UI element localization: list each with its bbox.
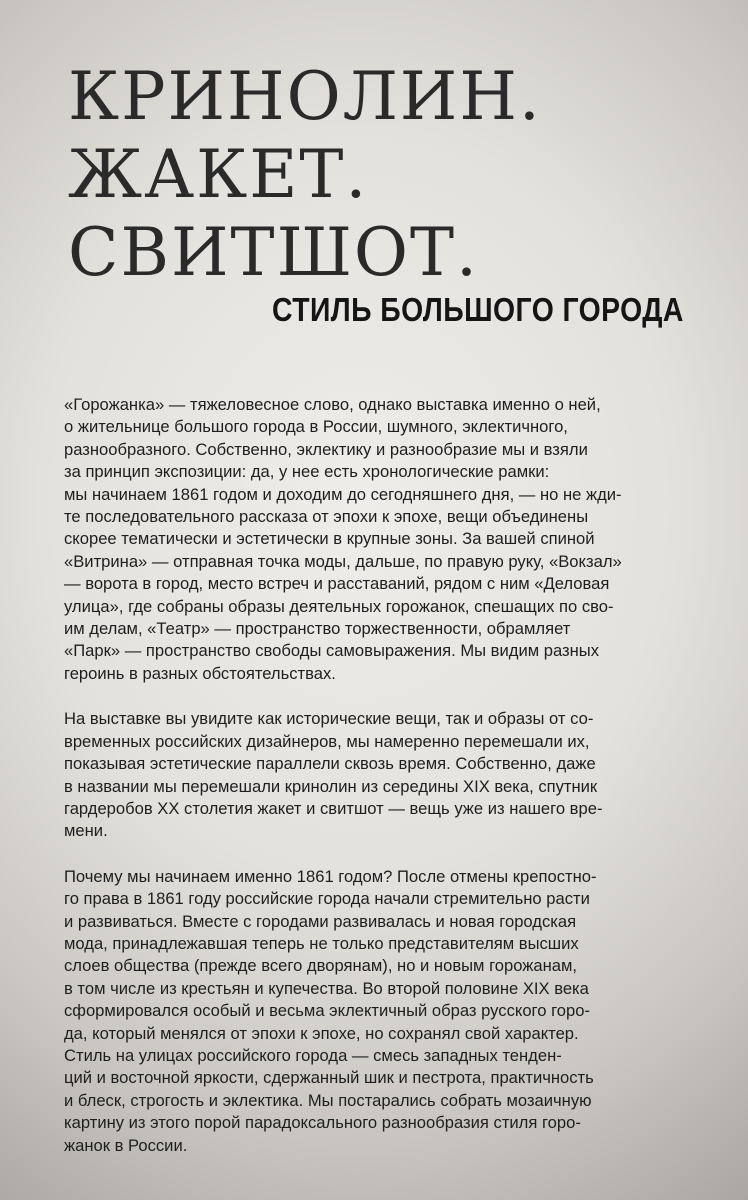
text-line: ций и восточной яркости, сдержанный шик и пестрота, практичность: [64, 1068, 594, 1088]
text-line: да, который менялся от эпохи к эпохе, но сохранял свой характер.: [64, 1023, 579, 1043]
title-line: СВИТШОТ.: [68, 214, 480, 291]
text-line: героинь в разных обстоятельствах.: [64, 663, 336, 683]
text-line: за принцип экспозиции: да, у нее есть хронологические рамки:: [64, 462, 550, 482]
text-line: временных российских дизайнеров, мы намеренно перемешали их,: [64, 731, 590, 751]
text-line: сформировался особый и весьма эклектичный образ русского горо-: [64, 1001, 590, 1021]
text-line: мы начинаем 1861 годом и доходим до сегодняшнего дня, — но не жди-: [64, 484, 622, 504]
text-line: разнообразного. Собственно, эклектику и разнообразие мы и взяли: [64, 439, 588, 459]
text-line: го права в 1861 году российские города начали стремительно расти: [64, 889, 590, 909]
panel-body-text: [64, 394, 700, 1180]
text-line: те последовательного рассказа от эпохи к эпохе, вещи объединены: [64, 507, 589, 527]
text-line: о жительнице большого города в России, шумного, эклектичного,: [64, 417, 568, 437]
title-line: КРИНОЛИН.: [68, 58, 542, 135]
text-line: мода, принадлежавшая теперь не только представителям высших: [64, 933, 579, 953]
text-line: гардеробов XX столетия жакет и свитшот — вещь уже из нашего вре-: [64, 798, 603, 818]
title-line: ЖАКЕТ.: [68, 136, 369, 213]
text-line: «Горожанка» — тяжеловесное слово, однако выставка именно о ней,: [64, 395, 601, 414]
text-line: в названии мы перемешали кринолин из середины XIX века, спутник: [64, 776, 598, 796]
text-line: — ворота в город, место встреч и расставаний, рядом с ним «Деловая: [64, 574, 610, 594]
text-line: в том числе из крестьян и купечества. Во второй половине XIX века: [64, 978, 589, 998]
paragraph-history: [64, 866, 700, 1157]
text-line: улица», где собраны образы деятельных горожанок, спешащих по сво-: [64, 596, 614, 616]
text-line: им делам, «Театр» — пространство торжественности, обрамляет: [64, 619, 571, 639]
panel-title: [68, 58, 542, 292]
text-line: и блеск, строгость и эклектика. Мы постарались собрать мозаичную: [64, 1090, 592, 1110]
text-line: картину из этого порой парадоксального разнообразия стиля горо-: [64, 1113, 581, 1133]
text-line: «Витрина» — отправная точка моды, дальше, по правую руку, «Вокзал»: [64, 551, 622, 571]
panel-subtitle: СТИЛЬ БОЛЬШОГО ГОРОДА: [272, 291, 684, 328]
text-line: и развиваться. Вместе с городами развивалась и новая городская: [64, 911, 577, 931]
text-line: На выставке вы увидите как исторические вещи, так и образы от со-: [64, 709, 594, 729]
text-line: скорее тематически и эстетически в крупные зоны. За вашей спиной: [64, 529, 595, 549]
text-line: слоев общества (прежде всего дворянам), но и новым горожанам,: [64, 956, 578, 976]
text-line: «Парк» — пространство свободы самовыражения. Мы видим разных: [64, 641, 599, 661]
text-line: мени.: [64, 821, 108, 841]
text-line: показывая эстетические параллели сквозь время. Собственно, даже: [64, 754, 596, 774]
text-line: Почему мы начинаем именно 1861 годом? После отмены крепостно-: [64, 866, 597, 886]
paragraph-designers: [64, 708, 700, 842]
text-line: жанок в России.: [64, 1135, 188, 1155]
text-line: Стиль на улицах российского города — смесь западных тенден-: [64, 1045, 562, 1065]
paragraph-intro: [64, 394, 700, 685]
